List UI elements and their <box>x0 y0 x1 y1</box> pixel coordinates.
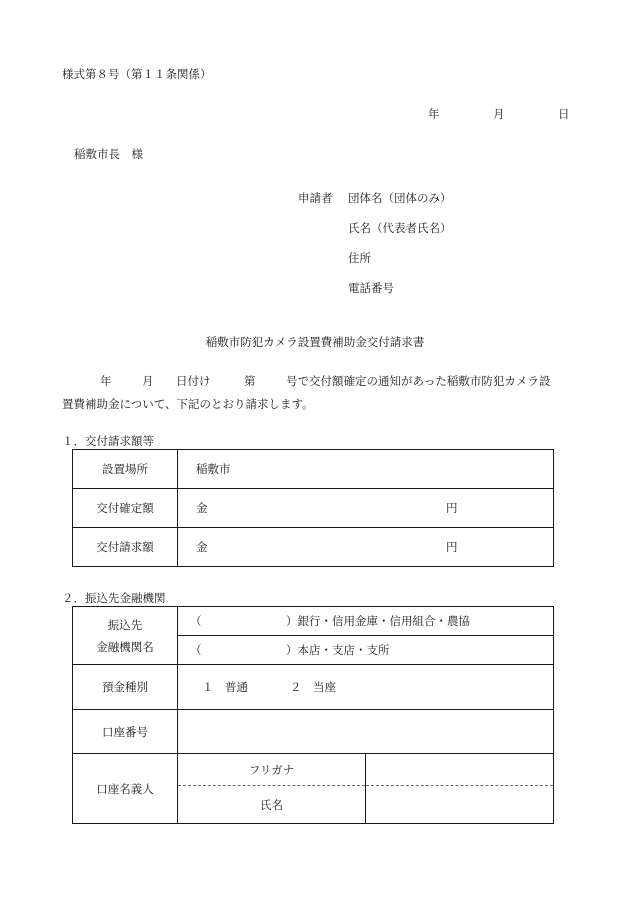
applicant-representative-name: 氏名（代表者氏名） <box>348 221 452 235</box>
account-number-label: 口座番号 <box>73 710 178 754</box>
date-day-label: 日 <box>558 107 570 121</box>
confirmed-amount-unit: 円 <box>446 501 458 515</box>
holder-name-label: 氏名 <box>178 786 366 824</box>
deposit-type-label: 預金種別 <box>73 665 178 710</box>
table-row <box>73 710 554 754</box>
branch-open-paren: （ <box>190 643 202 657</box>
body-rest: 号で交付額確定の通知があった稲敷市防犯カメラ設 <box>286 374 551 388</box>
applicant-group-name: 団体名（団体のみ） <box>348 191 452 205</box>
requested-amount-unit: 円 <box>446 540 458 554</box>
bank-name-field[interactable] <box>178 607 554 636</box>
requested-amount-field[interactable] <box>178 528 554 567</box>
body-month: 月 <box>142 374 154 388</box>
install-location-value: 稲敷市 <box>196 462 231 476</box>
account-holder-label: 口座名義人 <box>73 754 178 824</box>
bank-open-paren: （ <box>190 614 202 628</box>
table-row <box>73 665 554 710</box>
table-row <box>73 754 554 786</box>
bank-name-label-line1: 振込先 <box>107 617 143 632</box>
table-row <box>73 607 554 636</box>
applicant-phone: 電話番号 <box>348 281 394 295</box>
deposit-type-field[interactable] <box>178 665 554 710</box>
holder-name-field[interactable] <box>366 786 554 824</box>
confirmed-amount-field[interactable] <box>178 489 554 528</box>
body-date-suffix: 日付け <box>176 374 211 388</box>
install-location-label: 設置場所 <box>73 450 178 489</box>
table-row <box>73 489 554 528</box>
account-number-field[interactable] <box>178 710 554 754</box>
applicant-label: 申請者 <box>298 191 333 205</box>
confirmed-amount-label: 交付確定額 <box>73 489 178 528</box>
bank-name-label <box>73 607 178 665</box>
branch-type-options: ）本店・支店・支所 <box>286 643 390 657</box>
bank-account-table <box>72 606 554 824</box>
requested-amount-prefix: 金 <box>196 540 208 554</box>
body-dai: 第 <box>244 374 256 388</box>
table-row <box>73 528 554 567</box>
furigana-label: フリガナ <box>178 754 366 786</box>
deposit-option-ordinary[interactable]: １ 普通 <box>202 680 248 694</box>
bank-type-options: ）銀行・信用金庫・信用組合・農協 <box>286 614 470 628</box>
body-year: 年 <box>100 374 112 388</box>
request-amount-table <box>72 449 554 567</box>
table-row <box>73 450 554 489</box>
branch-name-field[interactable] <box>178 636 554 665</box>
install-location-field[interactable] <box>178 450 554 489</box>
date-year-label: 年 <box>428 107 440 121</box>
requested-amount-label: 交付請求額 <box>73 528 178 567</box>
date-month-label: 月 <box>493 107 505 121</box>
document-title: 稲敷市防犯カメラ設置費補助金交付請求書 <box>205 335 425 349</box>
applicant-address: 住所 <box>348 251 371 265</box>
body-line-2: 置費補助金について、下記のとおり請求します。 <box>62 397 314 411</box>
form-number: 様式第８号（第１１条関係） <box>62 67 212 81</box>
confirmed-amount-prefix: 金 <box>196 501 208 515</box>
deposit-option-current[interactable]: ２ 当座 <box>290 680 336 694</box>
addressee: 稲敷市長 様 <box>74 147 143 161</box>
section-2-title: ２．振込先金融機関 <box>62 591 166 605</box>
section-1-title: １．交付請求額等 <box>62 434 154 448</box>
furigana-field[interactable] <box>366 754 554 786</box>
bank-name-label-line2: 金融機関名 <box>96 639 154 654</box>
